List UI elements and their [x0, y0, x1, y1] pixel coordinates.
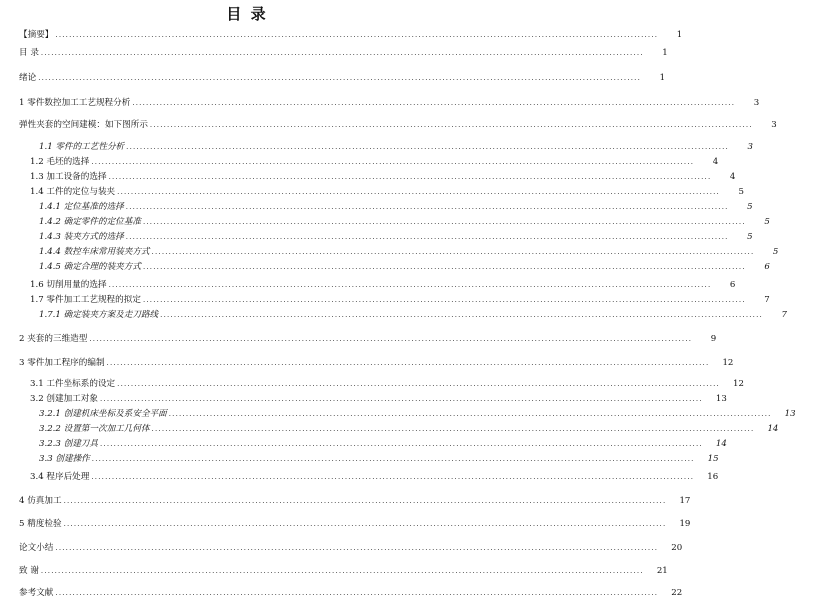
dot-leader: [55, 28, 658, 42]
toc-entry-page-number: 4: [712, 157, 719, 167]
toc-entry-page-number: 14: [767, 424, 779, 434]
dot-leader: [91, 155, 694, 169]
toc-entry[interactable]: [0, 96, 760, 110]
dot-leader: [143, 293, 746, 307]
toc-entry-label: 1.4.5 确定合理的装夹方式: [39, 262, 141, 272]
toc-entry[interactable]: [0, 541, 683, 555]
toc-entry-label: 论文小结: [19, 543, 54, 553]
toc-entry[interactable]: [0, 155, 719, 169]
toc-entry[interactable]: [0, 494, 691, 508]
toc-entry[interactable]: [0, 71, 666, 85]
dot-leader: [38, 71, 641, 85]
dot-leader: [92, 452, 695, 466]
toc-entry-label: 3 零件加工程序的编制: [19, 358, 105, 368]
toc-entry-page-number: 5: [747, 232, 753, 242]
dot-leader: [160, 308, 763, 322]
toc-entry-page-number: 3: [747, 142, 753, 152]
toc-entry[interactable]: [0, 140, 753, 154]
dot-leader: [126, 200, 729, 214]
dot-leader: [143, 260, 746, 274]
toc-entry-label: 目 录: [19, 48, 39, 58]
toc-entry-label: 1.3 加工设备的选择: [30, 172, 107, 182]
toc-entry-label: 致 谢: [19, 566, 39, 576]
toc-entry-label: 3.2.2 设置第一次加工几何体: [39, 424, 150, 434]
toc-entry-label: 1.4 工件的定位与装夹: [30, 187, 116, 197]
dot-leader: [41, 564, 644, 578]
dot-leader: [89, 332, 692, 346]
toc-entry-page-number: 6: [729, 280, 736, 290]
toc-entry[interactable]: [0, 308, 787, 322]
toc-entry-label: 3.2.3 创建刀具: [39, 439, 98, 449]
dot-leader: [152, 422, 755, 436]
dot-leader: [150, 118, 753, 132]
dot-leader: [64, 517, 667, 531]
dot-leader: [64, 494, 667, 508]
toc-entry[interactable]: [0, 215, 770, 229]
toc-entry-label: 1.7.1 确定装夹方案及走刀路线: [39, 310, 159, 320]
dot-leader: [107, 356, 710, 370]
dot-leader: [143, 215, 746, 229]
toc-entry-label: 1.7 零件加工工艺规程的拟定: [30, 295, 141, 305]
toc-entry-label: 1.4.3 装夹方式的选择: [39, 232, 124, 242]
toc-entry[interactable]: [0, 586, 683, 600]
toc-entry-page-number: 12: [722, 358, 734, 368]
toc-entry-label: 1.6 切削用量的选择: [30, 280, 107, 290]
dot-leader: [126, 140, 729, 154]
dot-leader: [91, 470, 694, 484]
dot-leader: [109, 278, 712, 292]
toc-entry-page-number: 9: [710, 334, 717, 344]
toc-entry-label: 弹性夹套的空间建模：如下图所示: [19, 120, 148, 130]
toc-entry-page-number: 7: [764, 295, 770, 305]
toc-entry-page-number: 1: [676, 30, 683, 40]
toc-entry-label: 3.2 创建加工对象: [30, 394, 98, 404]
toc-entry-page-number: 4: [729, 172, 736, 182]
dot-leader: [152, 245, 755, 259]
toc-entry-page-number: 3: [753, 98, 760, 108]
dot-leader: [100, 392, 703, 406]
toc-entry-page-number: 5: [738, 187, 744, 197]
toc-entry-label: 1.2 毛坯的选择: [30, 157, 90, 167]
dot-leader: [132, 96, 735, 110]
dot-leader: [109, 170, 712, 184]
toc-entry-label: 1.4.4 数控车床常用装夹方式: [39, 247, 150, 257]
toc-entry[interactable]: [0, 377, 744, 391]
toc-entry[interactable]: [0, 28, 683, 42]
toc-entry[interactable]: [0, 230, 753, 244]
toc-entry-page-number: 1: [659, 73, 666, 83]
dot-leader: [55, 586, 658, 600]
toc-entry-label: 2 夹套的三维造型: [19, 334, 88, 344]
dot-leader: [169, 407, 772, 421]
toc-entry[interactable]: [0, 422, 779, 436]
toc-entry[interactable]: [0, 437, 727, 451]
toc-entry-page-number: 20: [671, 543, 683, 553]
toc-entry-page-number: 21: [656, 566, 668, 576]
toc-entry-label: 【摘要】: [19, 30, 54, 40]
toc-entry-page-number: 19: [679, 519, 691, 529]
toc-entry[interactable]: [0, 278, 736, 292]
toc-entry-label: 3.3 创建操作: [39, 454, 90, 464]
toc-entry[interactable]: [0, 517, 691, 531]
toc-entry[interactable]: [0, 293, 770, 307]
toc-entry-label: 5 精度检验: [19, 519, 62, 529]
toc-entry[interactable]: [0, 470, 719, 484]
toc-entry[interactable]: [0, 392, 727, 406]
toc-entry-label: 参考文献: [19, 588, 54, 598]
toc-entry-page-number: 17: [679, 496, 691, 506]
dot-leader: [126, 230, 729, 244]
toc-entry-label: 1 零件数控加工工艺规程分析: [19, 98, 131, 108]
toc-entry-page-number: 22: [671, 588, 683, 598]
toc-entry-page-number: 6: [764, 262, 770, 272]
toc-entry-page-number: 5: [764, 217, 770, 227]
toc-entry-page-number: 14: [715, 439, 727, 449]
toc-entry-page-number: 12: [733, 379, 744, 389]
toc-entry-page-number: 15: [707, 454, 719, 464]
toc-entry-page-number: 16: [707, 472, 719, 482]
toc-entry-label: 3.2.1 创建机床坐标及系安全平面: [39, 409, 167, 419]
toc-entry[interactable]: [0, 452, 719, 466]
toc-entry-label: 3.4 程序后处理: [30, 472, 90, 482]
toc-entry[interactable]: [0, 564, 668, 578]
toc-entry[interactable]: [0, 170, 736, 184]
toc-entry[interactable]: [0, 185, 744, 199]
toc-entry[interactable]: [0, 118, 777, 132]
toc-entry-page-number: 5: [772, 247, 779, 257]
dot-leader: [117, 377, 720, 391]
toc-entry[interactable]: [0, 200, 753, 214]
toc-entry[interactable]: [0, 332, 717, 346]
toc-entry[interactable]: [0, 245, 779, 259]
toc-entry-page-number: 7: [781, 310, 787, 320]
toc-entry-page-number: 3: [771, 120, 777, 130]
toc-entry-label: 1.1 零件的工艺性分析: [39, 142, 125, 152]
dot-leader: [117, 185, 720, 199]
toc-entry-label: 1.4.2 确定零件的定位基准: [39, 217, 141, 227]
toc-entry-label: 1.4.1 定位基准的选择: [39, 202, 124, 212]
toc-entry-page-number: 1: [662, 48, 668, 58]
toc-entry-page-number: 13: [715, 394, 727, 404]
toc-entry[interactable]: [0, 46, 668, 60]
toc-entry[interactable]: [0, 407, 796, 421]
dot-leader: [55, 541, 658, 555]
toc-entry[interactable]: [0, 356, 734, 370]
toc-entry[interactable]: [0, 260, 770, 274]
dot-leader: [41, 46, 644, 60]
toc-entry-label: 绪论: [19, 73, 37, 83]
dot-leader: [100, 437, 703, 451]
toc-title: 目 录: [226, 5, 268, 23]
toc-entry-page-number: 5: [747, 202, 753, 212]
toc-entry-page-number: 13: [784, 409, 796, 419]
toc-entry-label: 3.1 工件坐标系的设定: [30, 379, 116, 389]
toc-entry-label: 4 仿真加工: [19, 496, 62, 506]
